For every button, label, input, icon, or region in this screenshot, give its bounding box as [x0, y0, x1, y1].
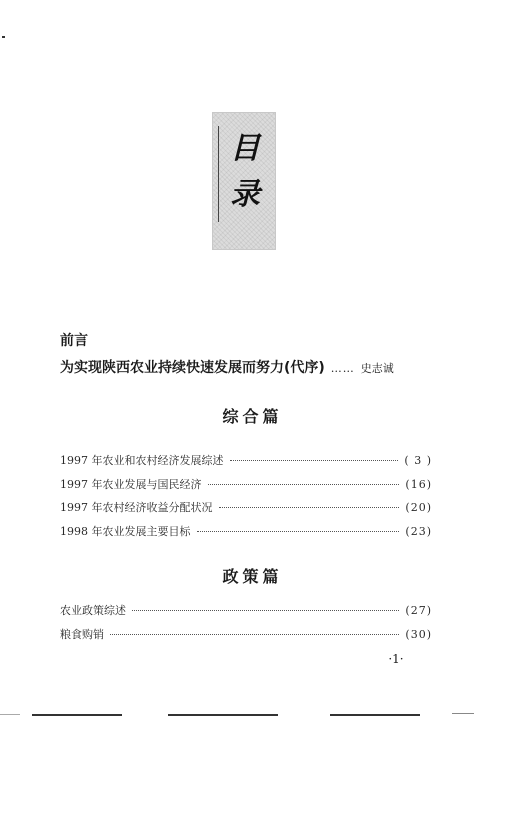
scan-artifact-line — [0, 714, 20, 715]
toc-entry-page: (20) — [405, 501, 432, 514]
scan-mark — [2, 36, 5, 38]
toc-entry-title: 1997 年农业和农村经济发展综述 — [60, 454, 224, 467]
toc-list-policy — [60, 602, 432, 649]
toc-entry[interactable] — [60, 626, 432, 650]
preface-title: 为实现陕西农业持续快速发展而努力(代序) — [60, 360, 325, 376]
preface-entry[interactable] — [60, 358, 460, 379]
toc-entry[interactable] — [60, 476, 432, 500]
toc-entry-title: 1998 年农业发展主要目标 — [60, 524, 191, 538]
toc-entry-title: 1997 年农村经济收益分配状况 — [60, 501, 213, 514]
preface-author: 史志诚 — [360, 362, 394, 375]
toc-entry-page: (30) — [405, 627, 432, 641]
scan-artifact-line — [32, 714, 122, 716]
title-rule — [218, 126, 219, 222]
title-char-lu: 录 — [230, 177, 260, 212]
scan-artifact-line — [330, 714, 420, 716]
title-char-mu: 目 — [230, 131, 260, 166]
toc-entry-title: 农业政策综述 — [60, 604, 126, 617]
section-heading-general: 综合篇 — [222, 407, 283, 426]
scan-artifact-line — [168, 714, 278, 716]
toc-entry[interactable] — [60, 452, 432, 476]
toc-leader-dots — [132, 610, 399, 611]
toc-entry[interactable] — [60, 602, 432, 626]
toc-leader-dots — [197, 531, 400, 532]
page-number: ·1· — [388, 652, 404, 666]
toc-entry[interactable] — [60, 499, 432, 523]
toc-list-general — [60, 452, 432, 546]
section-heading-policy: 政策篇 — [222, 567, 283, 586]
toc-entry[interactable] — [60, 523, 432, 547]
toc-entry-title: 粮食购销 — [60, 627, 104, 641]
toc-entry-page: (27) — [405, 604, 432, 617]
toc-leader-dots — [230, 460, 399, 461]
toc-entry-page: (23) — [405, 524, 432, 538]
toc-leader-dots — [208, 484, 400, 485]
preface-leader: …… — [330, 362, 355, 375]
toc-entry-page: (16) — [405, 477, 432, 491]
toc-leader-dots — [219, 507, 400, 508]
scan-artifact-line — [452, 713, 474, 714]
toc-leader-dots — [110, 634, 399, 635]
toc-entry-title: 1997 年农业发展与国民经济 — [60, 477, 202, 491]
toc-entry-page: ( 3 ) — [404, 454, 432, 467]
preface-label: 前言 — [60, 333, 88, 349]
